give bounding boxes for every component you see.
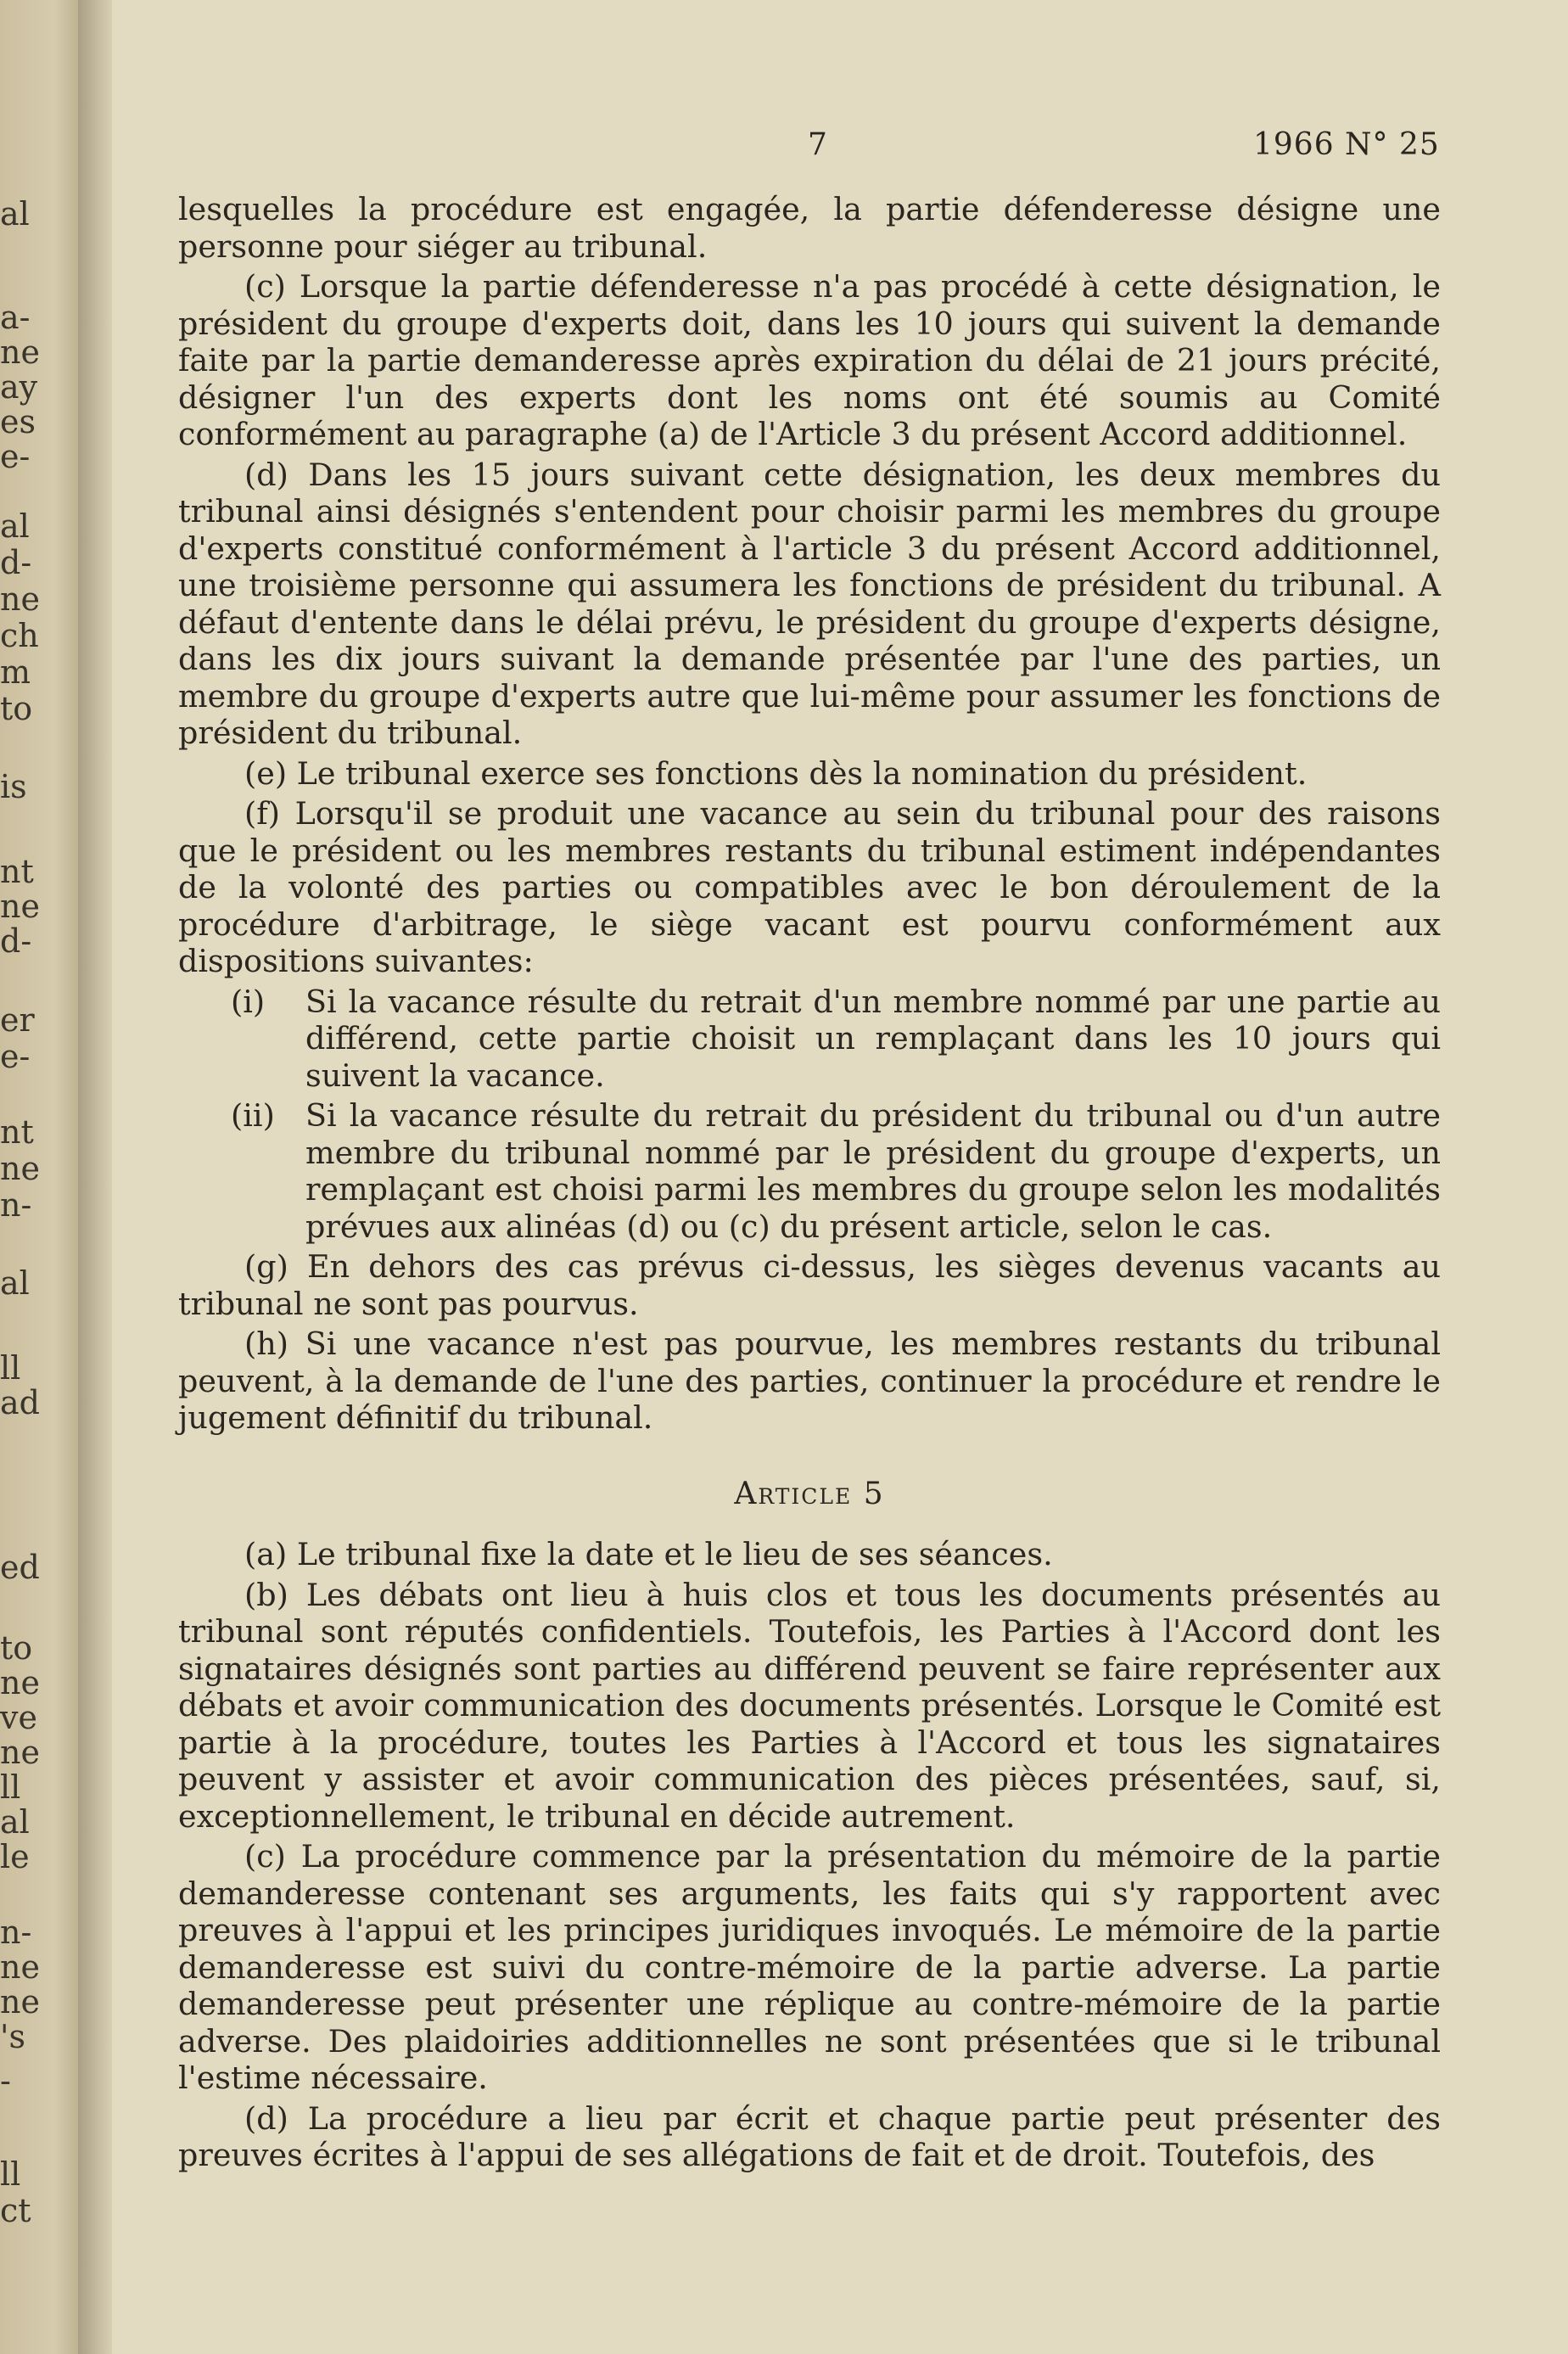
paragraph: (d) La procédure a lieu par écrit et chaque partie peut présenter des preuves écrites à l'appui de ses allégations de fait et de droit. Toutefois, des [178,2099,1441,2173]
document-page [112,0,1568,2354]
margin-fragment: al [0,195,30,233]
subitem [178,984,1441,1095]
paragraph: (d) Dans les 15 jours suivant cette désignation, les deux membres du tribunal ainsi désignés s'entendent pour choisir parmi les membres du groupe d'experts constitué conformément à l'article 3 du présent Accord additionnel, une troisième personne qui assumera les fonctions de président du tribunal. A défaut d'entente dans le délai prévu, le président du groupe d'experts désigne, dans les dix jours suivant la demande présentée par l'une des parties, un membre du groupe d'experts autre que lui-même pour assumer les fonctions de président du tribunal. [178,456,1441,751]
subitem-text: Si la vacance résulte du retrait du président du tribunal ou d'un autre membre du tribunal nommé par le président du groupe d'experts, un remplaçant est choisi parmi les membres du groupe selon les modalités prévues aux alinéas (d) ou (c) du présent article, selon le cas. [305,1097,1441,1245]
margin-fragment: nt [0,853,34,890]
article-heading: Article 5 [734,1476,885,1511]
margin-fragment: ad [0,1384,40,1421]
margin-fragment: a- [0,299,31,336]
margin-fragment: e- [0,1038,31,1075]
paragraph: (c) La procédure commence par la présentation du mémoire de la partie demanderesse contenant ses arguments, les faits qui s'y rapportent avec preuves à l'appui et les principes juridiques invoqués. Le mémoire de la partie demanderesse est suivi du contre-mémoire de la partie adverse. La partie demanderesse peut présenter une réplique au contre-mémoire de la partie adverse. Des plaidoiries additionnelles ne sont présentées que si le tribunal l'estime nécessaire. [178,1838,1441,2096]
subitem [178,1097,1441,1245]
margin-fragment: e- [0,438,31,475]
margin-fragment: ct [0,2192,31,2229]
margin-fragment: ll [0,1768,21,1806]
margin-fragment: ne [0,1150,40,1187]
margin-fragment: ne [0,333,40,371]
margin-fragment: - [0,2062,11,2099]
margin-fragment: d- [0,922,32,960]
paragraph: (a) Le tribunal fixe la date et le lieu de ses séances. [244,1536,1053,1572]
page-body [178,191,1441,2177]
margin-fragment: ne [0,1948,40,1986]
margin-fragment: ll [0,2155,21,2193]
margin-fragment: ne [0,888,40,925]
margin-fragment: ne [0,1664,40,1701]
margin-fragment: n- [0,1914,32,1951]
margin-fragment: ne [0,1983,40,2021]
paragraph: (b) Les débats ont lieu à huis clos et tous les documents présentés au tribunal sont réputés confidentiels. Toutefois, les Parties à l'Accord dont les signataires désignés sont parties au différend peuvent se faire représenter aux débats et avoir communication des documents présentés. Lorsque le Comité est partie à la procédure, toutes les Parties à l'Accord et tous les signataires peuvent y assister et avoir communication des pièces présentées, sauf, si, exceptionnellement, le tribunal en décide autrement. [178,1576,1441,1835]
book-gutter [78,0,112,2354]
margin-fragment: is [0,768,27,805]
margin-fragment: ch [0,617,39,654]
margin-fragment: ay [0,368,38,406]
margin-fragment: ll [0,1349,21,1387]
margin-fragment: to [0,1629,33,1667]
paragraph: (g) En dehors des cas prévus ci-dessus, les sièges devenus vacants au tribunal ne sont pas pourvus. [178,1248,1441,1322]
margin-fragment: es [0,403,36,440]
paragraph: (f) Lorsqu'il se produit une vacance au sein du tribunal pour des raisons que le président ou les membres restants du tribunal estiment indépendantes de la volonté des parties ou compatibles avec le bon déroulement de la procédure d'arbitrage, le siège vacant est pourvu conformément aux dispositions suivantes: [178,795,1441,979]
margin-fragment: er [0,1001,35,1039]
document-reference: 1966 N° 25 [1253,127,1440,162]
margin-fragment: le [0,1838,30,1875]
margin-fragment: ne [0,580,40,618]
margin-fragment: nt [0,1113,34,1151]
margin-fragment: to [0,690,33,727]
margin-fragment: al [0,1264,30,1302]
margin-fragment: ed [0,1549,40,1586]
margin-fragment: d- [0,544,32,581]
subitem-marker: (i) [231,983,266,1020]
adjacent-page-margin [0,0,78,2354]
margin-fragment: ve [0,1699,37,1736]
paragraph: lesquelles la procédure est engagée, la partie défenderesse désigne une personne pour siéger au tribunal. [178,191,1441,265]
margin-fragment: ne [0,1734,40,1771]
paragraph: (h) Si une vacance n'est pas pourvue, les membres restants du tribunal peuvent, à la demande de l'une des parties, continuer la procédure et rendre le jugement définitif du tribunal. [178,1326,1441,1436]
margin-fragment: 's [0,2018,25,2055]
subitem-marker: (ii) [231,1097,275,1134]
subitem-text: Si la vacance résulte du retrait d'un membre nommé par une partie au différend, cette partie choisit un remplaçant dans les 10 jours qui suivent la vacance. [305,983,1441,1094]
margin-fragment: n- [0,1186,32,1224]
page-number: 7 [808,127,828,162]
margin-fragment: m [0,653,31,691]
margin-fragment: al [0,1803,30,1841]
paragraph: (e) Le tribunal exerce ses fonctions dès la nomination du président. [244,754,1308,792]
paragraph: (c) Lorsque la partie défenderesse n'a pas procédé à cette désignation, le président du groupe d'experts doit, dans les 10 jours qui suivent la demande faite par la partie demanderesse après expiration du délai de 21 jours précité, désigner l'un des experts dont les noms ont été soumis au Comité conformément au paragraphe (a) de l'Article 3 du présent Accord additionnel. [178,268,1441,452]
margin-fragment: al [0,507,30,545]
